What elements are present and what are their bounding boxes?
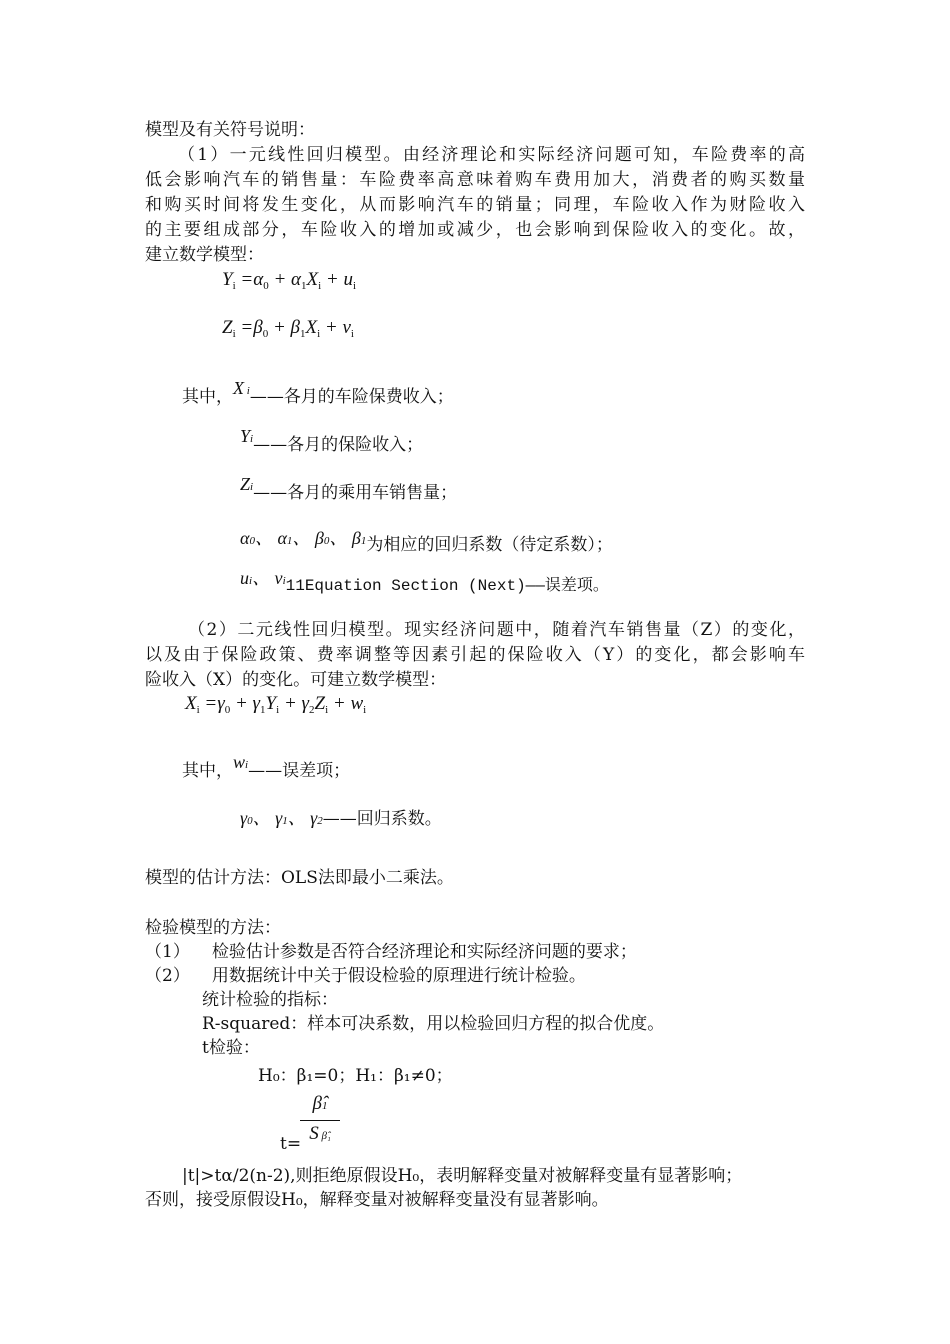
item-1-number: （1） — [145, 942, 190, 962]
rule-line-2: 否则，接受原假设H₀，解释变量对被解释变量没有显著影响。 — [145, 1190, 609, 1210]
p2-line-3: 险收入（X）的变化。可建立数学模型： — [145, 670, 447, 690]
def-coef-line — [240, 528, 613, 559]
p1-line-2: 低会影响汽车的销售量：车险费率高意味着购车费用加大，消费者的购买数量 — [145, 170, 805, 190]
w-symbol: wi — [233, 752, 249, 772]
p2-line-2: 以及由于保险政策、费率调整等因素引起的保险收入（Y）的变化，都会影响车 — [145, 645, 805, 665]
equation-y: $Y_i =\alpha_0 + \alpha_1X_i + u_i$ — [222, 269, 357, 292]
estimation-method: 模型的估计方法：OLS法即最小二乘法。 — [145, 868, 454, 888]
def-x: ——各月的车险保费收入； — [249, 387, 454, 407]
where-text: 其中， — [182, 387, 233, 407]
gamma-symbols: γ0、 γ1、 γ2 — [240, 808, 323, 828]
def-gamma-line — [240, 806, 442, 833]
t-equals: t= — [280, 1134, 302, 1154]
testing-item-2 — [145, 964, 586, 988]
y-symbol: Yi — [240, 426, 254, 446]
where-label-2 — [182, 752, 351, 785]
uv-symbols: ui、 vi — [240, 568, 286, 588]
fraction-bar — [300, 1120, 340, 1121]
item-2-number: （2） — [145, 966, 190, 986]
beta-hat-numerator: β̂1 — [312, 1093, 328, 1114]
def-gamma: ——回归系数。 — [322, 809, 442, 829]
hypotheses-line: H₀：β₁=0；H₁：β₁≠0； — [258, 1066, 453, 1086]
testing-item-1 — [145, 940, 637, 964]
def-err: 11Equation Section (Next)——误差项。 — [285, 577, 609, 595]
def-y-line — [240, 426, 424, 459]
item-2-text: 用数据统计中关于假设检验的原理进行统计检验。 — [211, 966, 586, 986]
standard-error-denominator: S β̂₁ — [309, 1123, 331, 1144]
t-test-label: t检验： — [202, 1038, 260, 1058]
coef-symbols: α0、 α1、 β0、 β1 — [240, 528, 367, 548]
model-heading: 模型及有关符号说明： — [145, 120, 315, 140]
p2-line-1: （2）二元线性回归模型。现实经济问题中，随着汽车销售量（Z）的变化， — [188, 620, 805, 640]
x-symbol: X i — [233, 378, 250, 398]
equation-z: $Z_i =\beta_0 + \beta_1X_i + v_i$ — [222, 317, 354, 340]
r-squared-line: R-squared：样本可决系数，用以检验回归方程的拟合优度。 — [202, 1014, 665, 1034]
where-label-1 — [182, 378, 454, 411]
equation-x: $X_i =\gamma_0 + \gamma_1Y_i + \gamma_2Z_i + w_i$ — [185, 693, 367, 716]
t-fraction — [300, 1092, 340, 1147]
rule-line-1: |t|>tα/2(n-2),则拒绝原假设H₀，表明解释变量对被解释变量有显著影响； — [182, 1166, 743, 1186]
testing-heading: 检验模型的方法： — [145, 918, 281, 938]
def-z-line — [240, 474, 458, 507]
p1-line-1: （1）一元线性回归模型。由经济理论和实际经济问题可知，车险费率的高 — [178, 145, 805, 165]
item-1-text: 检验估计参数是否符合经济理论和实际经济问题的要求； — [211, 942, 637, 962]
p1-line-5: 建立数学模型： — [145, 245, 264, 265]
p1-line-3: 和购买时间将发生变化，从而影响汽车的销量；同理，车险收入作为财险收入 — [145, 195, 805, 215]
where-text-2: 其中， — [182, 761, 233, 781]
def-y: ——各月的保险收入； — [253, 435, 424, 455]
def-w: ——误差项； — [248, 761, 351, 781]
p1-line-4: 的主要组成部分，车险收入的增加或减少，也会影响到保险收入的变化。故， — [145, 220, 805, 240]
def-z: ——各月的乘用车销售量； — [253, 483, 458, 503]
indicator-heading: 统计检验的指标： — [202, 990, 338, 1010]
def-err-line — [240, 568, 609, 599]
z-symbol: Zi — [240, 474, 254, 494]
def-coef: 为相应的回归系数（待定系数）； — [366, 535, 613, 555]
